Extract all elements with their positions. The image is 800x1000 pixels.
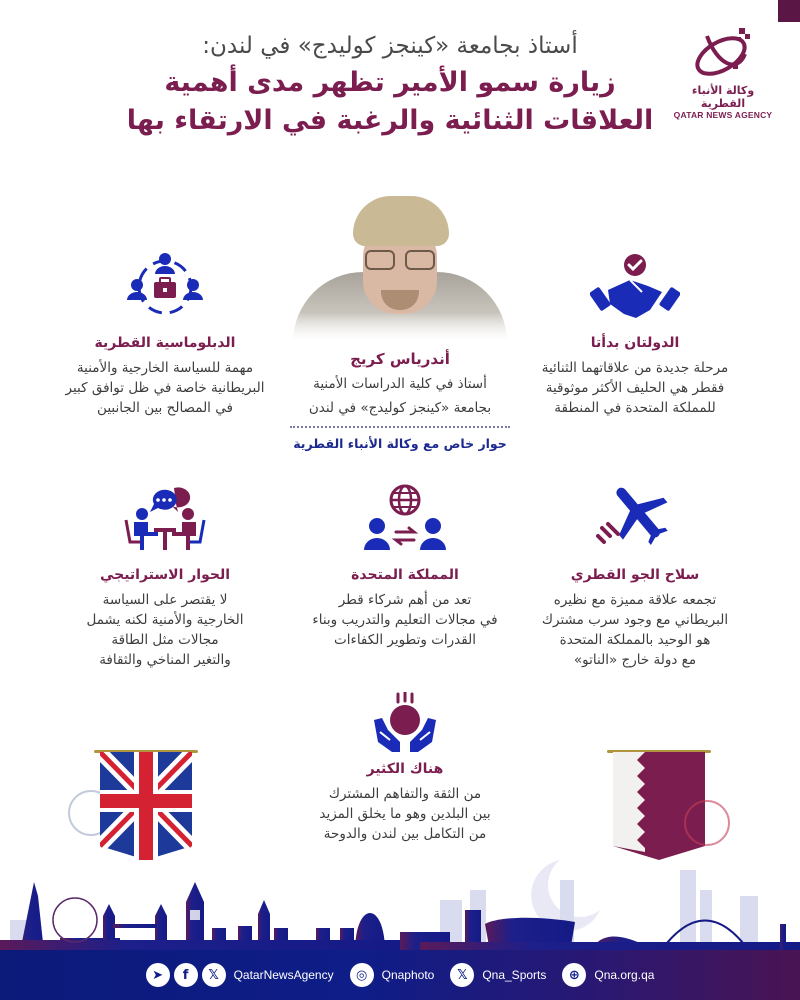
x-icon[interactable]: 𝕏 [202,963,226,987]
feature-title: هناك الكثير [366,761,444,777]
logo-english-text: QATAR NEWS AGENCY [673,110,773,120]
handshake-check-icon [590,252,680,322]
x-icon[interactable]: 𝕏 [450,963,474,987]
social-handle[interactable]: Qna_Sports [482,968,547,982]
qna-logo [668,24,778,124]
feature-strategic-dialogue [40,484,290,670]
globe-icon[interactable]: ⊕ [562,963,586,987]
feature-text-line: مع دولة خارج «الناتو» [573,652,697,668]
interview-credit: حوار خاص مع وكالة الأنباء القطرية [293,436,507,451]
logo-arabic-text: وكالة الأنباء القطرية [691,84,755,110]
social-group-qna-sports[interactable] [450,963,546,987]
feature-text-line: هو الوحيد بالمملكة المتحدة [559,632,711,648]
feature-there-is-a-lot [290,692,520,844]
feature-text-line: مرحلة جديدة من علاقاتهما الثنائية [541,360,729,376]
feature-title: الحوار الاستراتيجي [99,567,231,583]
feature-title: الدبلوماسية القطرية [94,335,236,351]
feature-qatari-air-force [510,484,760,670]
social-group-website[interactable] [562,963,654,987]
uk-flag-banner [100,750,192,860]
interviewee-role-line-1: أستاذ في كلية الدراسات الأمنية [313,376,487,392]
feature-text-line: من الثقة والتفاهم المشترك [328,786,482,802]
interviewee-role-line-2: بجامعة «كينجز كوليدج» في لندن [308,400,492,416]
diplomacy-team-briefcase-icon [120,252,210,322]
feature-qatari-diplomacy [40,252,290,418]
feature-text-line: من التكامل بين لندن والدوحة [323,826,487,842]
telegram-icon[interactable]: ➤ [146,963,170,987]
corner-accent [778,0,800,22]
website-link[interactable]: Qna.org.qa [594,968,655,982]
dotted-divider [290,426,510,428]
feature-text-line: لا يقتصر على السياسة [102,592,228,608]
facebook-icon[interactable]: f [174,963,198,987]
social-group-qnaphoto[interactable] [350,963,435,987]
feature-title: المملكة المتحدة [351,567,459,583]
social-footer [0,950,800,1000]
feature-text-line: في المصالح بين الجانبين [97,400,233,416]
feature-text-line: تجمعه علاقة مميزة مع نظيره [553,592,717,608]
airplane-icon [590,484,680,554]
feature-text-line: بين البلدين وهو ما يخلق المزيد [319,806,491,822]
page-title-line-1: زيارة سمو الأمير تظهر مدى أهمية [164,67,616,98]
feature-title: الدولتان بدأتا [590,335,680,351]
feature-text-line: الخارجية والأمنية لكنه يشمل [86,612,244,628]
dialogue-table-icon [120,484,210,554]
feature-text-line: في مجالات التعليم والتدريب وبناء [312,612,498,628]
feature-text-line: البريطانية خاصة في ظل توافق كبير [65,380,265,396]
page-title-line-2: العلاقات الثنائية والرغبة في الارتقاء بها [126,105,654,136]
feature-text-line: مجالات مثل الطاقة [111,632,219,648]
doha-stamp-icon [684,800,730,846]
london-doha-skyline [0,860,800,952]
feature-text-line: مهمة للسياسة الخارجية والأمنية [76,360,254,376]
feature-text-line: والتغير المناخي والثقافة [99,652,231,668]
feature-text-line: القدرات وتطوير الكفاءات [334,632,476,648]
globe-exchange-people-icon [360,484,450,554]
page-subtitle: أستاذ بجامعة «كينجز كوليدج» في لندن: [202,33,578,59]
interviewee-block [285,186,515,454]
feature-text-line: البريطاني مع وجود سرب مشترك [541,612,729,628]
social-handle[interactable]: Qnaphoto [381,968,435,982]
feature-title: سلاح الجو القطري [570,567,700,583]
interviewee-name: أندرياس كريج [350,350,450,368]
hands-holding-sphere-icon [360,692,450,754]
qna-emblem-icon [687,24,759,86]
feature-united-kingdom [290,484,520,650]
feature-two-countries [510,252,760,418]
social-group-qatarnewsagency[interactable] [146,963,334,987]
instagram-icon[interactable]: ◎ [350,963,374,987]
interviewee-portrait [285,186,515,342]
feature-text-line: للمملكة المتحدة في المنطقة [554,400,716,416]
feature-text-line: تعد من أهم شركاء قطر [338,592,472,608]
feature-text-line: فقطر هي الحليف الأكثر موثوقية [545,380,725,396]
page-header [120,28,660,140]
social-handle[interactable]: QatarNewsAgency [233,968,334,982]
